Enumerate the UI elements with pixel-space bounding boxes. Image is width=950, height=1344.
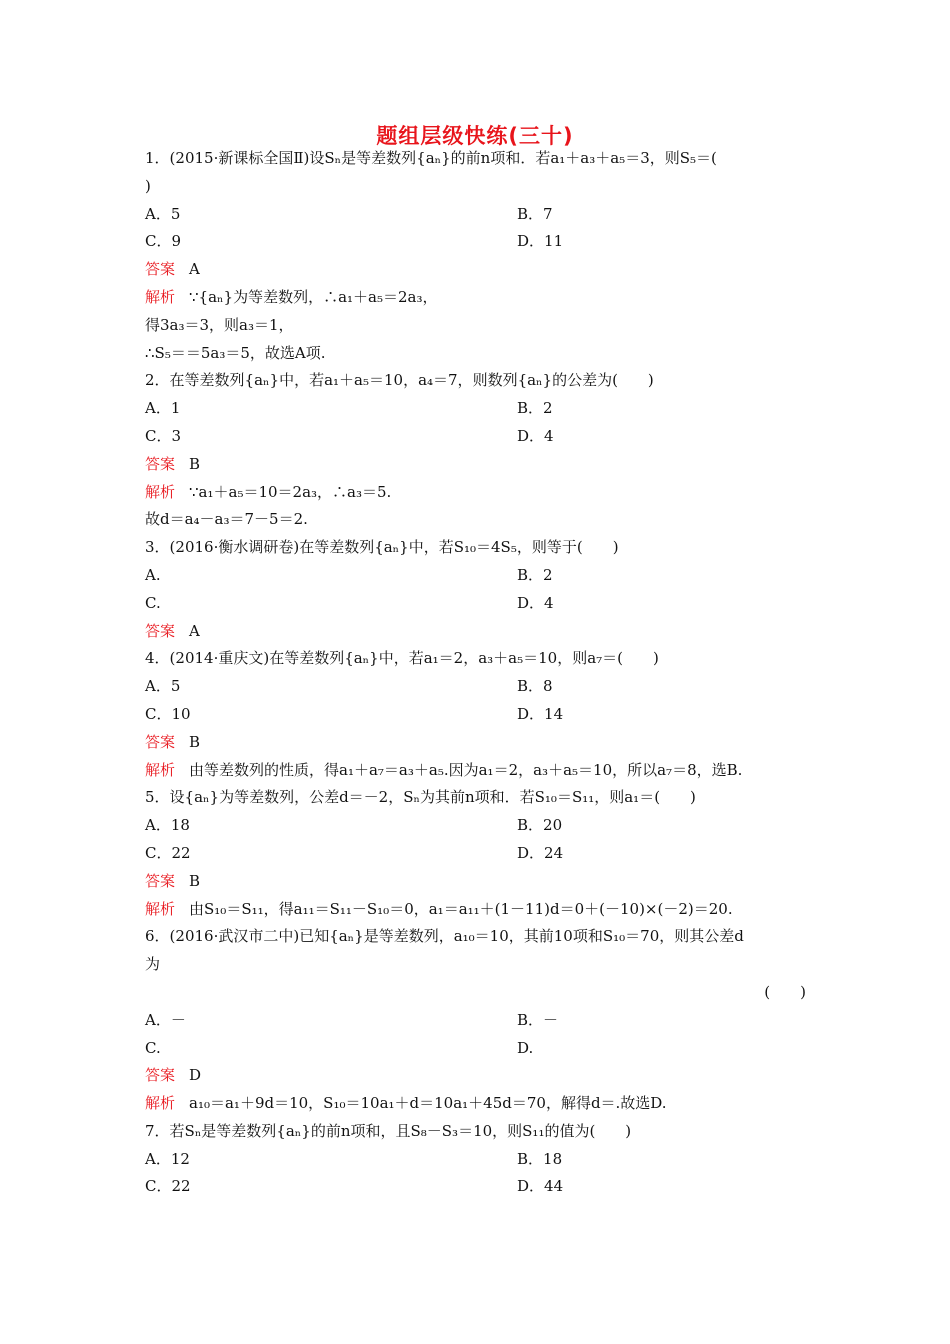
answer-value: B [189, 732, 201, 751]
question-6-options-row-1 [145, 1007, 810, 1035]
analysis-text: 由S₁₀＝S₁₁，得a₁₁＝S₁₁－S₁₀＝0，a₁＝a₁₁＋(1－11)d＝0＋(－10)×(－2)＝20. [189, 899, 733, 918]
question-1-options-row-1 [145, 201, 810, 229]
option-a: A．1 [145, 399, 181, 418]
analysis-text: ∵{aₙ}为等差数列，∴a₁＋a₅＝2a₃， [189, 287, 438, 306]
option-a: A．18 [145, 816, 190, 835]
question-1-analysis [145, 284, 810, 312]
question-2-options-row-2 [145, 423, 810, 451]
question-4-analysis [145, 757, 810, 785]
option-b: B．2 [517, 565, 553, 584]
question-5-answer [145, 868, 810, 896]
question-3-options-row-2 [145, 590, 810, 618]
option-d: D．44 [517, 1177, 564, 1196]
option-c: C．22 [145, 1177, 191, 1196]
question-1-stem-cont: ) [145, 176, 151, 195]
option-b: B．7 [517, 204, 553, 223]
option-d: D．11 [517, 232, 564, 251]
analysis-label: 解析 [145, 287, 176, 306]
analysis-label: 解析 [145, 760, 176, 779]
option-d: D．24 [517, 843, 564, 862]
option-c: C. [145, 1038, 161, 1057]
question-2-analysis-line-2: 故d＝a₄－a₃＝7－5＝2. [145, 510, 308, 529]
analysis-text: a₁₀＝a₁＋9d＝10，S₁₀＝10a₁＋d＝10a₁＋45d＝70，解得d＝.故选D. [189, 1094, 667, 1113]
question-5-analysis [145, 896, 810, 924]
question-7-options-row-2 [145, 1173, 810, 1201]
question-5-stem: 5．设{aₙ}为等差数列，公差d＝－2，Sₙ为其前n项和．若S₁₀＝S₁₁，则a₁＝( ) [145, 788, 696, 807]
option-a: A．12 [145, 1149, 190, 1168]
option-a: A．5 [145, 204, 181, 223]
option-b: B．18 [517, 1149, 563, 1168]
analysis-label: 解析 [145, 1094, 176, 1113]
option-d: D．4 [517, 426, 554, 445]
option-a: A. [145, 565, 161, 584]
answer-label: 答案 [145, 454, 176, 473]
question-1-answer [145, 256, 810, 284]
question-3-options-row-1 [145, 562, 810, 590]
page-title: 题组层级快练(三十) [376, 124, 574, 148]
answer-label: 答案 [145, 260, 176, 279]
option-c: C．22 [145, 843, 191, 862]
question-2-answer [145, 451, 810, 479]
question-list [145, 145, 810, 1201]
answer-value: B [189, 454, 201, 473]
answer-value: D [189, 1066, 202, 1085]
option-d: D．4 [517, 593, 554, 612]
question-1-analysis-line-2: 得3a₃＝3，则a₃＝1， [145, 315, 294, 334]
question-6-answer-paren: ( ) [764, 982, 806, 1001]
question-5-options-row-1 [145, 812, 810, 840]
analysis-label: 解析 [145, 482, 176, 501]
question-6-answer [145, 1062, 810, 1090]
option-c: C．9 [145, 232, 182, 251]
option-d: D. [517, 1038, 534, 1057]
option-b: B．20 [517, 816, 563, 835]
answer-value: B [189, 871, 201, 890]
question-4-answer [145, 729, 810, 757]
question-1-stem: 1．(2015·新课标全国Ⅱ)设Sₙ是等差数列{aₙ}的前n项和．若a₁＋a₃＋a₅＝3，则S₅＝( [145, 149, 717, 167]
answer-label: 答案 [145, 732, 176, 751]
option-d: D．14 [517, 704, 564, 723]
question-6-stem: 6．(2016·武汉市二中)已知{aₙ}是等差数列，a₁₀＝10，其前10项和S₁₀＝70，则其公差d [145, 927, 744, 946]
question-4-options-row-2 [145, 701, 810, 729]
option-b: B．8 [517, 677, 553, 696]
answer-value: A [189, 260, 200, 279]
option-c: C．10 [145, 704, 191, 723]
question-4-stem: 4．(2014·重庆文)在等差数列{aₙ}中，若a₁＝2，a₃＋a₅＝10，则a₇＝( ) [145, 649, 659, 668]
question-1-options-row-2 [145, 228, 810, 256]
option-b: B．－ [517, 1010, 559, 1029]
question-6-options-row-2 [145, 1035, 810, 1063]
answer-label: 答案 [145, 871, 176, 890]
question-3-stem: 3．(2016·衡水调研卷)在等差数列{aₙ}中，若S₁₀＝4S₅，则等于( ) [145, 538, 619, 557]
analysis-text: 由等差数列的性质，得a₁＋a₇＝a₃＋a₅.因为a₁＝2，a₃＋a₅＝10，所以a₇＝8，选B. [189, 760, 743, 779]
question-2-stem: 2．在等差数列{aₙ}中，若a₁＋a₅＝10，a₄＝7，则数列{aₙ}的公差为( ) [145, 371, 654, 390]
answer-label: 答案 [145, 1066, 176, 1085]
question-2-analysis [145, 479, 810, 507]
question-6-stem-cont: 为 [145, 955, 161, 974]
option-a: A．－ [145, 1010, 186, 1029]
option-b: B．2 [517, 399, 553, 418]
question-3-answer [145, 618, 810, 646]
question-2-options-row-1 [145, 395, 810, 423]
analysis-text: ∵a₁＋a₅＝10＝2a₃，∴a₃＝5. [189, 482, 392, 501]
question-5-options-row-2 [145, 840, 810, 868]
option-c: C．3 [145, 426, 182, 445]
answer-label: 答案 [145, 621, 176, 640]
answer-value: A [189, 621, 200, 640]
question-7-options-row-1 [145, 1146, 810, 1174]
question-4-options-row-1 [145, 673, 810, 701]
question-1-analysis-line-3: ∴S₅＝＝5a₃＝5，故选A项. [145, 343, 326, 362]
option-a: A．5 [145, 677, 181, 696]
question-6-analysis [145, 1090, 810, 1118]
analysis-label: 解析 [145, 899, 176, 918]
option-c: C. [145, 593, 161, 612]
question-7-stem: 7．若Sₙ是等差数列{aₙ}的前n项和，且S₈－S₃＝10，则S₁₁的值为( ) [145, 1121, 632, 1140]
